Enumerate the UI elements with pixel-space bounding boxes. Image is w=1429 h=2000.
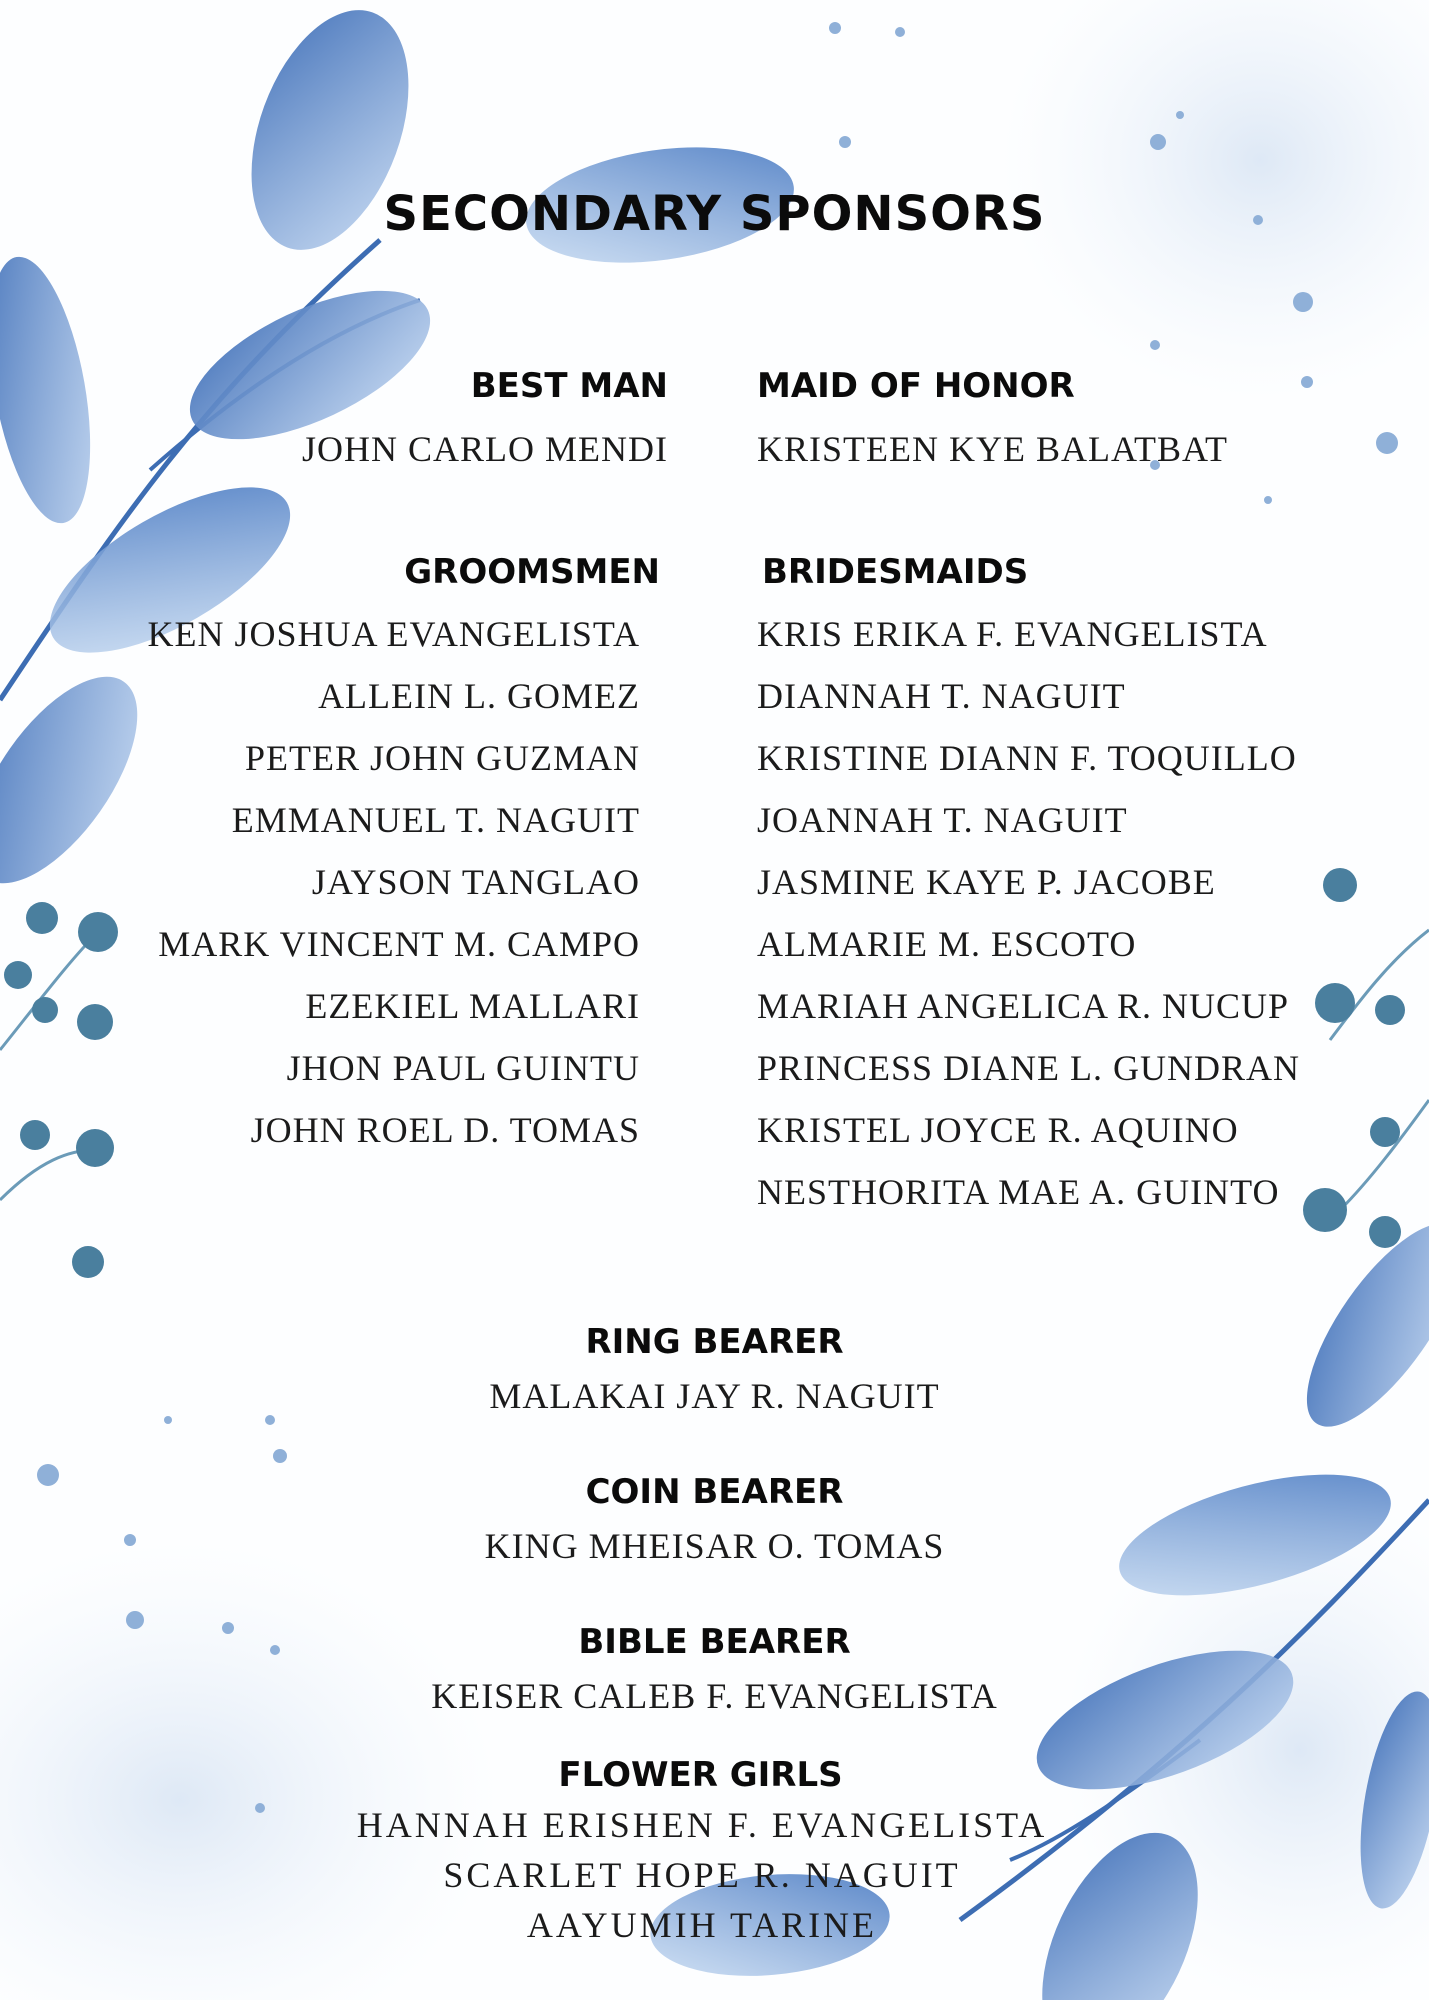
groomsman-name: KEN JOSHUA EVANGELISTA xyxy=(147,614,640,654)
bridesmaids-heading: BRIDESMAIDS xyxy=(762,552,1029,592)
bridesmaid-name: MARIAH ANGELICA R. NUCUP xyxy=(757,986,1290,1026)
flower-girls-heading: FLOWER GIRLS xyxy=(558,1755,843,1795)
best-man-heading: BEST MAN xyxy=(470,366,668,406)
bridesmaid-name: PRINCESS DIANE L. GUNDRAN xyxy=(757,1048,1301,1088)
groomsman-name: JOHN ROEL D. TOMAS xyxy=(250,1110,640,1150)
coin-bearer-name: KING MHEISAR O. TOMAS xyxy=(484,1526,945,1566)
groomsmen-heading: GROOMSMEN xyxy=(404,552,660,592)
flower-girl-name: AAYUMIH TARINE xyxy=(526,1905,878,1945)
bible-bearer-heading: BIBLE BEARER xyxy=(578,1622,851,1662)
groomsman-name: EMMANUEL T. NAGUIT xyxy=(231,800,640,840)
flower-girls-list xyxy=(0,1800,1404,1950)
groomsman-name: EZEKIEL MALLARI xyxy=(305,986,640,1026)
bridesmaid-name: JASMINE KAYE P. JACOBE xyxy=(757,862,1216,902)
bridesmaid-name: KRIS ERIKA F. EVANGELISTA xyxy=(757,614,1268,654)
groomsman-name: JHON PAUL GUINTU xyxy=(286,1048,640,1088)
bridesmaid-name: KRISTINE DIANN F. TOQUILLO xyxy=(757,738,1297,778)
bible-bearer-name: KEISER CALEB F. EVANGELISTA xyxy=(431,1676,998,1716)
groomsman-name: JAYSON TANGLAO xyxy=(311,862,640,902)
groomsman-name: MARK VINCENT M. CAMPO xyxy=(158,924,640,964)
flower-girl-name: HANNAH ERISHEN F. EVANGELISTA xyxy=(356,1805,1048,1845)
bridesmaid-name: ALMARIE M. ESCOTO xyxy=(757,924,1137,964)
bridesmaid-name: JOANNAH T. NAGUIT xyxy=(757,800,1128,840)
maid-of-honor-name: KRISTEEN KYE BALATBAT xyxy=(757,429,1228,469)
best-man-name: JOHN CARLO MENDI xyxy=(302,429,668,469)
flower-girl-name: SCARLET HOPE R. NAGUIT xyxy=(443,1855,961,1895)
bridesmaid-name: NESTHORITA MAE A. GUINTO xyxy=(757,1172,1280,1212)
groomsman-name: PETER JOHN GUZMAN xyxy=(245,738,640,778)
ring-bearer-heading: RING BEARER xyxy=(585,1322,844,1362)
maid-of-honor-heading: MAID OF HONOR xyxy=(757,366,1075,406)
bridesmaids-list xyxy=(757,603,1357,1223)
coin-bearer-heading: COIN BEARER xyxy=(585,1472,844,1512)
ring-bearer-name: MALAKAI JAY R. NAGUIT xyxy=(489,1376,940,1416)
bridesmaid-name: KRISTEL JOYCE R. AQUINO xyxy=(757,1110,1239,1150)
bridesmaid-name: DIANNAH T. NAGUIT xyxy=(757,676,1126,716)
groomsmen-list xyxy=(100,603,640,1161)
page-title: SECONDARY SPONSORS xyxy=(383,186,1046,242)
groomsman-name: ALLEIN L. GOMEZ xyxy=(318,676,640,716)
